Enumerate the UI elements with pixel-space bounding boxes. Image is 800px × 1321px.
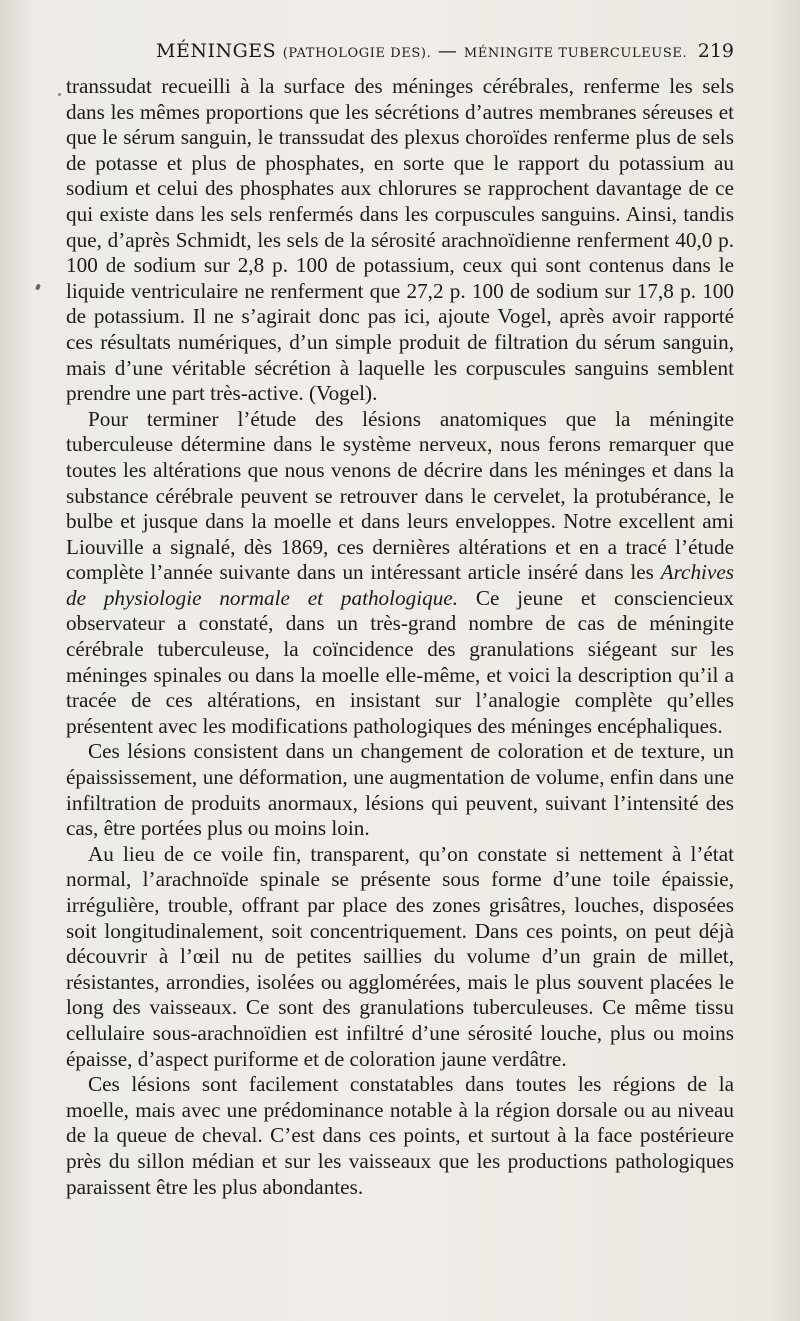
paragraph-5 (66, 1072, 734, 1200)
margin-mark (35, 283, 41, 290)
running-head-dash: — (437, 40, 458, 62)
journal-title-italic: Archives de physiologie normale et pathologique. (66, 560, 734, 610)
paragraph-text: Ces lésions sont facilement constatables dans toutes les régions de la moelle, mais avec une prédominance notable à la région dorsale ou au niveau de la queue de cheval. C’est dans ces points, et surtout à la face postérieure près du sillon médian et sur les vaisseaux que les productions pathologiques paraissent être les plus abondantes. (66, 1072, 734, 1199)
running-head-parenthetical: (PATHOLOGIE DES). (282, 46, 432, 61)
paragraph-text: Au lieu de ce voile fin, transparent, qu’on constate si nettement à l’état normal, l’arachnoïde spinale se présente sous forme d’une toile épaissie, irrégulière, trouble, offrant par place des zones grisâtres, louches, disposées soit longitudinalement, soit concentriquement. Dans ces points, on peut déjà découvrir à l’œil nu de petites saillies du volume d’un grain de millet, résistantes, arrondies, isolées ou agglomérées, mais le plus souvent placées le long des vaisseaux. Ce sont des granulations tuberculeuses. Ce même tissu cellulaire sous-arachnoïdien est infiltré d’une sérosité louche, plus ou moins épaisse, d’aspect puriforme et de coloration jaune verdâtre. (66, 841, 734, 1071)
page-number: 219 (697, 40, 734, 62)
running-head-subtitle: MÉNINGITE TUBERCULEUSE. (463, 46, 688, 61)
margin-speck (58, 93, 61, 96)
paragraph-3 (66, 739, 734, 841)
paragraph-text-after: Ce jeune et consciencieux observateur a constaté, dans un très-grand nombre de cas de méningite cérébrale tuberculeuse, la coïncidence des granulations siégeant sur les méninges spinales ou dans la moelle elle-même, et voici la description qu’il a tracée de ces altérations, en insistant sur l’analogie complète qu’elles présentent avec les modifications pathologiques des méninges encéphaliques. (66, 585, 735, 738)
paragraph-text-before: Pour terminer l’étude des lésions anatomiques que la méningite tuberculeuse détermine dans le système nerveux, nous ferons remarquer que toutes les altérations que nous venons de décrire dans les méninges et dans la substance cérébrale peuvent se retrouver dans le cervelet, la protubérance, le bulbe et jusque dans la moelle et dans leurs enveloppes. Notre excellent ami Liouville a signalé, dès 1869, ces dernières altérations et en a tracé l’étude complète l’année suivante dans un intéressant article inséré dans les (66, 406, 734, 585)
body-text (66, 74, 734, 1200)
paragraph-text: transsudat recueilli à la surface des méninges cérébrales, renferme les sels dans les mêmes proportions que les sécrétions d’autres membranes séreuses et que le sérum sanguin, le transsudat des plexus choroïdes renferme plus de sels de potasse et plus de phosphates, en sorte que le rapport du potassium au sodium et celui des phosphates aux chlorures se rapprochent davantage de ce qui existe dans les sels renfermés dans les corpuscules sanguins. Ainsi, tandis que, d’après Schmidt, les sels de la sérosité arachnoïdienne renferment 40,0 p. 100 de sodium sur 2,8 p. 100 de potassium, ceux qui sont contenus dans le liquide ventriculaire ne renferment que 27,2 p. 100 de sodium sur 17,8 p. 100 de potassium. Il ne s’agirait donc pas ici, ajoute Vogel, après avoir rapporté ces résultats numériques, d’un simple produit de filtration du sérum sanguin, mais d’une véritable sécrétion à laquelle les corpuscules sanguins semblent prendre une part très-active. (Vogel). (66, 74, 734, 406)
running-head-title (156, 40, 687, 62)
paragraph-4 (66, 842, 734, 1072)
paragraph-text: Ces lésions consistent dans un changement de coloration et de texture, un épaississement, une déformation, une augmentation de volume, enfin dans une infiltration de produits anormaux, lésions qui peuvent, suivant l’intensité des cas, être portées plus ou moins loin. (66, 739, 734, 841)
running-head (66, 40, 734, 68)
running-head-main: MÉNINGES (156, 40, 277, 62)
paragraph-1 (66, 74, 734, 407)
paragraph-2 (66, 407, 734, 740)
